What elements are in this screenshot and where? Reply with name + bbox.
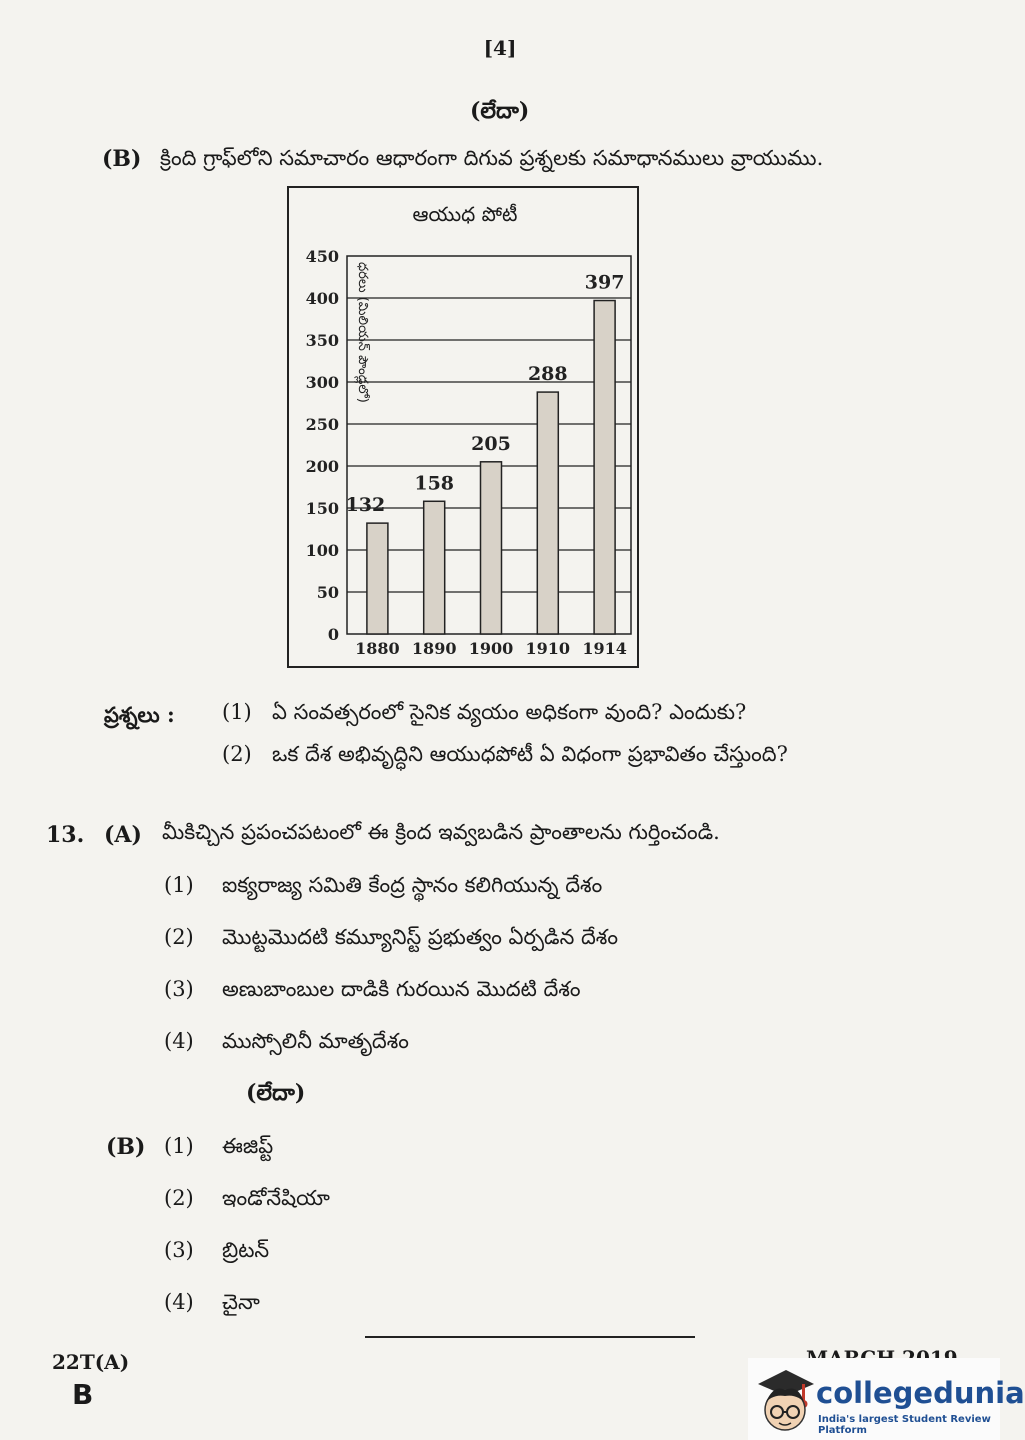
question-2-number: (2) [222, 742, 252, 766]
q13-b-label: (B) [106, 1134, 146, 1160]
section-b-instruction: క్రింది గ్రాఫ్‌లోని సమాచారం ఆధారంగా దిగువ ప్రశ్నలకు సమాధానములు వ్రాయుము. [160, 146, 824, 170]
q13-b-item-2-number: (2) [164, 1186, 194, 1210]
q13-item-4-text: ముస్సోలినీ మాతృదేశం [222, 1029, 409, 1053]
q13-b-item-4-number: (4) [164, 1290, 194, 1314]
question-1-text: ఏ సంవత్సరంలో సైనిక వ్యయం అధికంగా వుంది? ఎందుకు? [272, 700, 747, 724]
q13-item-4-number: (4) [164, 1029, 194, 1053]
question-2-text: ఒక దేశ అభివృద్ధిని ఆయుధపోటీ ఏ విధంగా ప్రభావితం చేస్తుంది? [272, 742, 788, 766]
x-tick-label: 1890 [411, 639, 457, 658]
y-axis-label: ధరలు (మిలియన్ పౌండ్లలో) [355, 262, 370, 403]
chart-title: ఆయుధ పోటీ [412, 202, 518, 226]
bar [424, 501, 445, 634]
questions-label: ప్రశ్నలు : [104, 702, 175, 727]
y-tick-label: 450 [305, 247, 339, 266]
or-label: (లేదా) [470, 98, 530, 124]
q13-b-item-3-text: బ్రిటన్ [222, 1238, 270, 1262]
q13-item-3-text: అణుబాంబుల దాడికి గురయిన మొదటి దేశం [222, 977, 581, 1001]
exam-date [806, 1344, 958, 1358]
bar-data-label: 132 [345, 494, 386, 517]
bar-data-label: 205 [471, 432, 511, 455]
q13-instruction: మీకిచ్చిన ప్రపంచపటంలో ఈ క్రింద ఇవ్వబడిన ప్రాంతాలను గుర్తించండి. [162, 820, 720, 844]
bar-data-label: 158 [414, 472, 455, 495]
paper-code: 22T(A) [52, 1350, 130, 1374]
question-1-number: (1) [222, 700, 252, 724]
q13-a-label: (A) [104, 822, 142, 848]
q13-b-item-4-text: చైనా [222, 1290, 260, 1314]
q13-item-2-text: మొట్టమొదటి కమ్యూనిస్ట్ ప్రభుత్వం ఏర్పడిన దేశం [222, 925, 619, 949]
q13-or-label: (లేదా) [246, 1080, 306, 1106]
q13-item-2-number: (2) [164, 925, 194, 949]
booklet-mark: B [72, 1378, 94, 1411]
page-number: [4] [483, 36, 517, 60]
bar [367, 523, 388, 634]
bar [594, 301, 615, 634]
q13-item-1-number: (1) [164, 873, 194, 897]
q13-item-1-text: ఐక్యరాజ్య సమితి కేంద్ర స్థానం కలిగియున్న దేశం [222, 873, 603, 897]
section-b-label: (B) [102, 146, 142, 172]
x-tick-label: 1880 [355, 639, 400, 658]
logo-wordmark: collegedunia [816, 1376, 1025, 1410]
x-tick-label: 1914 [582, 639, 627, 658]
y-tick-label: 250 [305, 415, 339, 434]
y-tick-label: 50 [316, 583, 339, 602]
q13-b-item-2-text: ఇండోనేషియా [222, 1186, 330, 1210]
x-tick-label: 1910 [525, 639, 571, 658]
y-tick-label: 0 [327, 625, 339, 644]
x-tick-label: 1900 [468, 639, 514, 658]
bar-data-label: 397 [584, 271, 625, 294]
logo-tagline: India's largest Student Review Platform [818, 1414, 991, 1436]
bar [481, 462, 502, 634]
y-tick-label: 150 [305, 499, 339, 518]
bar-chart-svg [289, 188, 637, 666]
q13-number: 13. [46, 822, 85, 848]
graduate-mascot-icon [754, 1362, 816, 1436]
y-tick-label: 200 [305, 457, 339, 476]
q13-b-item-1-text: ఈజిప్ట్ [222, 1134, 274, 1158]
arms-race-chart [287, 186, 639, 668]
bar [537, 392, 558, 634]
bar-data-label: 288 [527, 363, 568, 386]
q13-b-item-1-number: (1) [164, 1134, 194, 1158]
collegedunia-logo [748, 1358, 1025, 1440]
q13-b-item-3-number: (3) [164, 1238, 194, 1262]
footer-divider [365, 1336, 695, 1338]
y-tick-label: 100 [305, 541, 339, 560]
y-tick-label: 400 [305, 289, 339, 308]
q13-item-3-number: (3) [164, 977, 194, 1001]
y-tick-label: 300 [305, 373, 339, 392]
y-tick-label: 350 [305, 331, 339, 350]
